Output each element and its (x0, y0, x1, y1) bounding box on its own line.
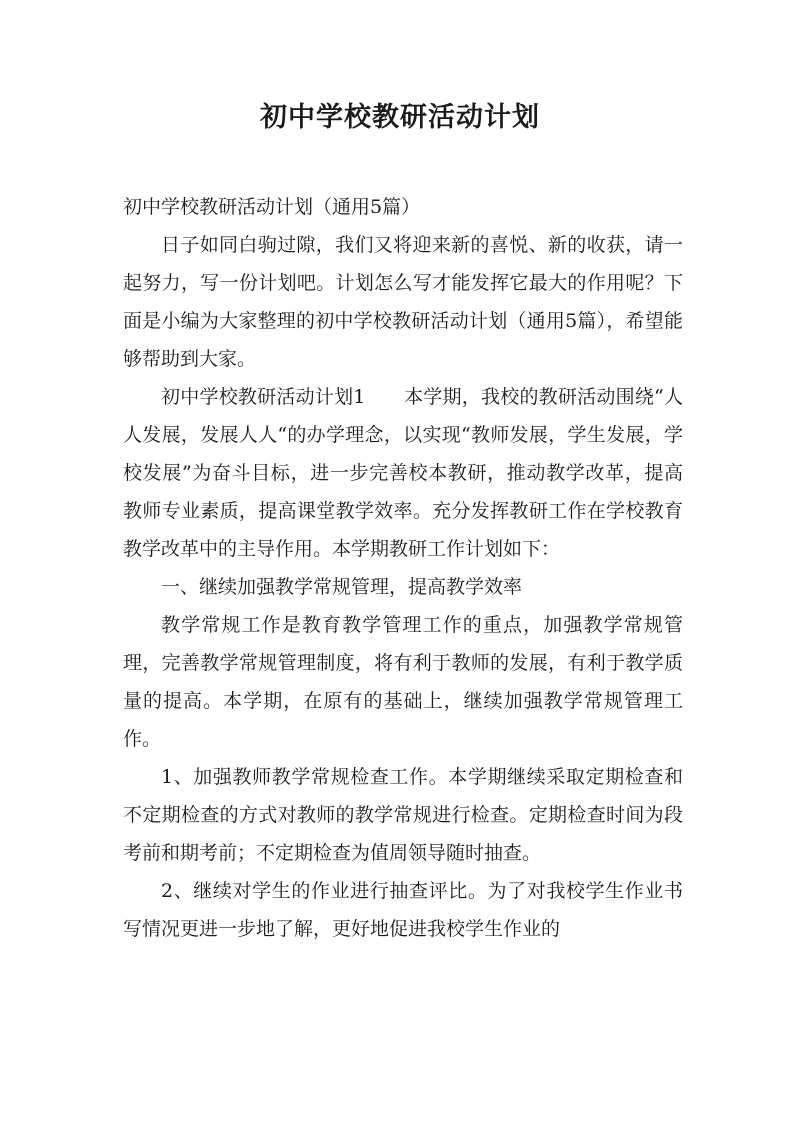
document-body (123, 188, 683, 948)
section-heading-1: 一、继续加强教学常规管理，提高教学效率 (161, 576, 523, 598)
plan-1-paragraph: 初中学校教研活动计划1 本学期，我校的教研活动围绕“人人发展，发展人人“的办学理念，以实现“教师发展，学生发展，学校发展”为奋斗目标，进一步完善校本教研，推动教学改革，提高教师专业素质，提高课堂教学效率。充分发挥教研工作在学校教育教学改革中的主导作用。本学期教研工作计划如下： (123, 386, 683, 560)
section-1-paragraph: 教学常规工作是教育教学管理工作的重点，加强教学常规管理，完善教学常规管理制度，将有利于教师的发展，有利于教学质量的提高。本学期，在原有的基础上，继续加强教学常规管理工作。 (123, 614, 683, 750)
item-1-paragraph: 1、加强教师教学常规检查工作。本学期继续采取定期检查和不定期检查的方式对教师的教学常规进行检查。定期检查时间为段考前和期考前；不定期检查为值周领导随时抽查。 (123, 766, 683, 864)
intro-paragraph: 日子如同白驹过隙，我们又将迎来新的喜悦、新的收获，请一起努力，写一份计划吧。计划怎么写才能发挥它最大的作用呢？下面是小编为大家整理的初中学校教研活动计划（通用5篇），希望能够帮助到大家。 (123, 234, 683, 370)
document-title: 初中学校教研活动计划 (260, 102, 540, 133)
item-2-paragraph: 2、继续对学生的作业进行抽查评比。为了对我校学生作业书写情况更进一步地了解，更好地促进我校学生作业的 (123, 880, 683, 940)
document-subtitle: 初中学校教研活动计划（通用5篇） (123, 196, 421, 218)
